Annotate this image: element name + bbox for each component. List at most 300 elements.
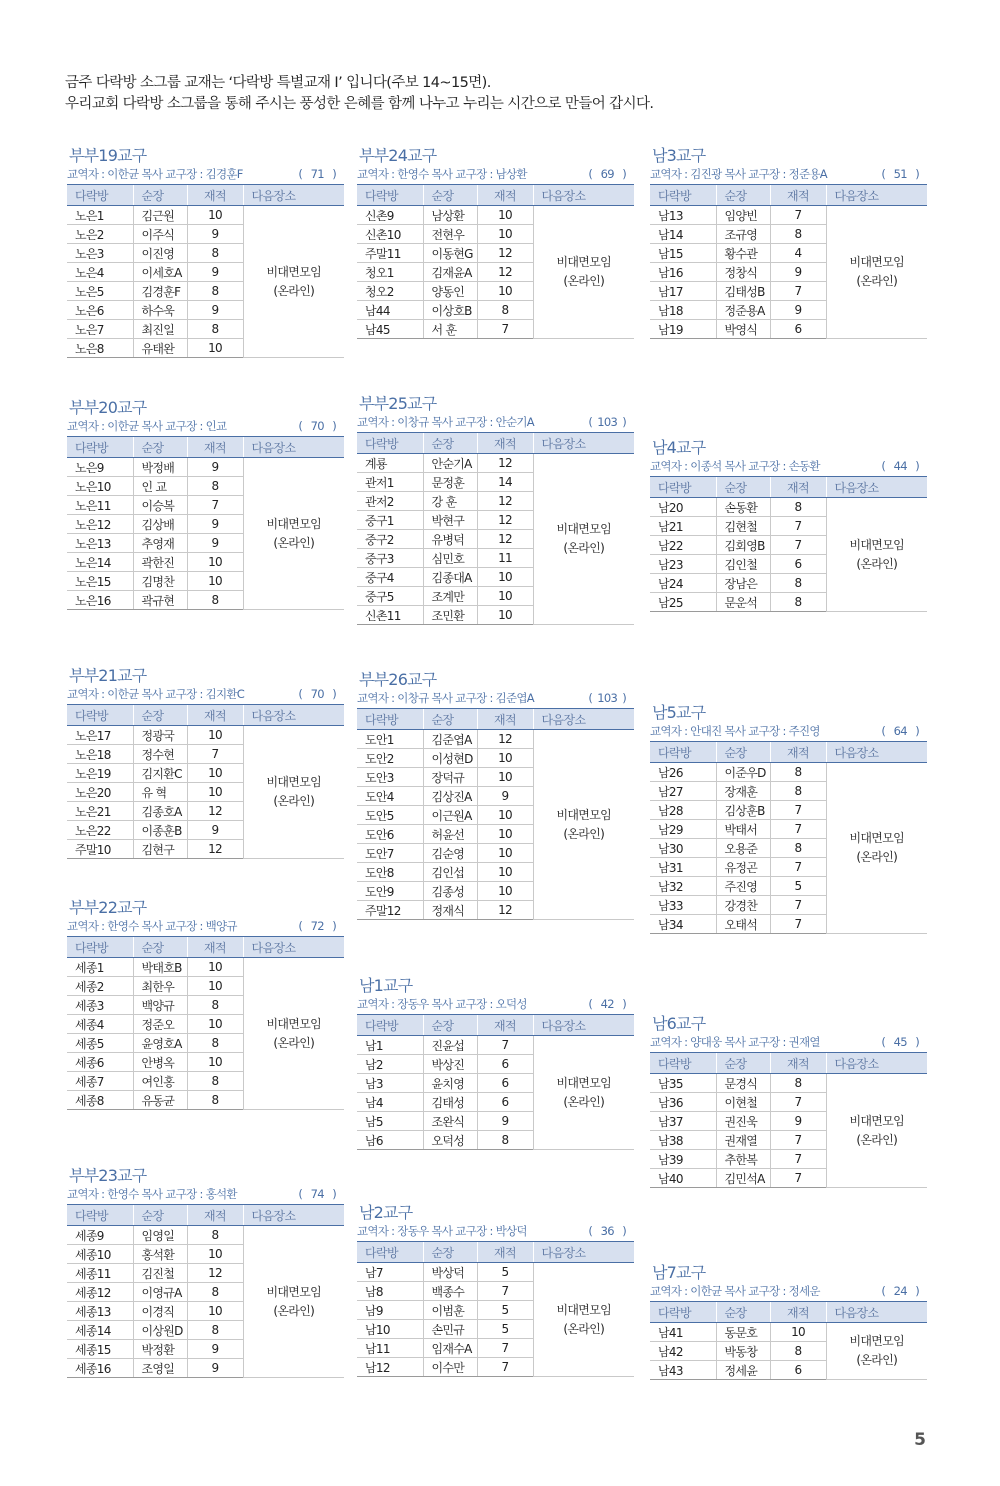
member-count: 5 <box>770 877 826 896</box>
group-name: 남21 <box>650 517 716 536</box>
col-header-count: 재적 <box>770 185 826 206</box>
group-name: 노은1 <box>67 206 133 225</box>
member-count: 7 <box>770 896 826 915</box>
leader-name: 유병덕 <box>423 530 477 549</box>
member-count: 4 <box>770 244 826 263</box>
member-count: 10 <box>477 768 533 787</box>
location-line-2: (온라인) <box>856 556 898 571</box>
member-count: 12 <box>187 1264 243 1283</box>
col-header-location: 다음장소 <box>243 705 344 726</box>
meeting-location <box>243 1226 344 1378</box>
leader-name: 최한우 <box>133 977 187 996</box>
group-name: 중구3 <box>357 549 423 568</box>
district-leaders: 교역자 : 이한균 목사 교구장 : 인교 <box>67 419 227 433</box>
member-count: 12 <box>477 511 533 530</box>
meeting-location <box>533 1263 634 1377</box>
group-name: 남23 <box>650 555 716 574</box>
member-count: 14 <box>477 473 533 492</box>
table-header-row <box>67 1205 344 1226</box>
col-header-location: 다음장소 <box>533 185 634 206</box>
member-count: 10 <box>187 572 243 591</box>
location-line-1: 비대면모임 <box>266 1016 321 1031</box>
location-line-2: (온라인) <box>563 274 605 288</box>
district-total: ( 44 ) <box>881 457 919 476</box>
leader-name: 정세윤 <box>716 1361 770 1380</box>
leader-name: 주진영 <box>716 877 770 896</box>
member-count: 9 <box>187 1340 243 1359</box>
member-count: 10 <box>187 339 243 358</box>
leader-name: 정수현 <box>133 745 187 764</box>
leader-name: 김순영 <box>423 844 477 863</box>
member-count: 9 <box>770 301 826 320</box>
location-line-1: 비대면모임 <box>556 522 611 536</box>
leader-name: 김근원 <box>133 206 187 225</box>
member-count: 8 <box>770 574 826 593</box>
leader-name: 이수만 <box>423 1358 477 1377</box>
leader-name: 오덕성 <box>423 1131 477 1150</box>
leader-name: 하수욱 <box>133 301 187 320</box>
member-count: 7 <box>477 1339 533 1358</box>
group-name: 남40 <box>650 1169 716 1188</box>
leader-name: 정창식 <box>716 263 770 282</box>
leader-name: 김경훈F <box>133 282 187 301</box>
leader-name: 손민규 <box>423 1320 477 1339</box>
member-count: 8 <box>187 244 243 263</box>
leader-name: 최진일 <box>133 320 187 339</box>
member-count: 7 <box>770 1093 826 1112</box>
group-name: 세종7 <box>67 1072 133 1091</box>
leader-name: 김종대A <box>423 568 477 587</box>
member-count: 9 <box>187 821 243 840</box>
district-total: ( 71 ) <box>298 165 336 184</box>
meeting-location <box>243 726 344 859</box>
group-name: 중구4 <box>357 568 423 587</box>
district-block <box>67 399 344 610</box>
group-name: 노은21 <box>67 802 133 821</box>
leader-name: 남상환 <box>423 206 477 225</box>
district-total: ( 70 ) <box>298 685 336 704</box>
group-name: 세종1 <box>67 958 133 977</box>
group-name: 남45 <box>357 320 423 339</box>
district-info <box>650 722 927 742</box>
intro-line-1: 금주 다락방 소그룹 교재는 ‘다락방 특별교재 I’ 입니다(주보 14~15면). <box>65 75 491 91</box>
district-total-value: 45 <box>893 1035 907 1049</box>
col-header-leader: 순장 <box>423 433 477 454</box>
group-name: 남39 <box>650 1150 716 1169</box>
member-count: 10 <box>770 1323 826 1342</box>
member-count: 8 <box>187 1283 243 1302</box>
group-name: 세종12 <box>67 1283 133 1302</box>
member-count: 7 <box>770 1150 826 1169</box>
meeting-location <box>243 206 344 358</box>
group-table <box>650 742 927 934</box>
col-header-location: 다음장소 <box>243 185 344 206</box>
group-name: 남6 <box>357 1131 423 1150</box>
district-title: 부부26교구 <box>359 670 437 689</box>
group-name: 중구1 <box>357 511 423 530</box>
member-count: 8 <box>770 1074 826 1093</box>
table-header-row <box>357 185 634 206</box>
col-header-group: 다락방 <box>67 937 133 958</box>
leader-name: 김회영B <box>716 536 770 555</box>
member-count: 9 <box>477 1112 533 1131</box>
member-count: 7 <box>477 320 533 339</box>
member-count: 9 <box>187 263 243 282</box>
table-row <box>67 206 344 225</box>
district-total: ( 51 ) <box>881 165 919 184</box>
leader-name: 이상원D <box>133 1321 187 1340</box>
location-line-1: 비대면모임 <box>849 537 904 552</box>
meeting-location <box>826 763 927 934</box>
location-line-1: 비대면모임 <box>266 264 321 279</box>
leader-name: 이성현D <box>423 749 477 768</box>
group-name: 노은10 <box>67 477 133 496</box>
member-count: 10 <box>477 282 533 301</box>
district-info <box>67 685 344 705</box>
district-title: 남4교구 <box>652 438 706 457</box>
col-header-group: 다락방 <box>650 1302 716 1323</box>
district-title: 부부23교구 <box>69 1166 147 1185</box>
group-name: 중구2 <box>357 530 423 549</box>
leader-name: 임양빈 <box>716 206 770 225</box>
district-info <box>650 1282 927 1302</box>
group-name: 도안4 <box>357 787 423 806</box>
member-count: 10 <box>187 977 243 996</box>
table-header-row <box>357 1015 634 1036</box>
group-name: 남43 <box>650 1361 716 1380</box>
group-name: 남15 <box>650 244 716 263</box>
col-header-leader: 순장 <box>133 1205 187 1226</box>
member-count: 6 <box>770 555 826 574</box>
district-leaders: 교역자 : 김진광 목사 교구장 : 정준용A <box>650 167 827 181</box>
district-block <box>67 667 344 859</box>
leader-name: 이종훈B <box>133 821 187 840</box>
member-count: 10 <box>477 587 533 606</box>
member-count: 8 <box>187 996 243 1015</box>
leader-name: 박정환 <box>133 1340 187 1359</box>
leader-name: 문경식 <box>716 1074 770 1093</box>
col-header-leader: 순장 <box>716 1053 770 1074</box>
district-leaders: 교역자 : 한영수 목사 교구장 : 백양규 <box>67 919 237 933</box>
group-name: 노은6 <box>67 301 133 320</box>
table-header-row <box>357 433 634 454</box>
group-name: 도안8 <box>357 863 423 882</box>
leader-name: 박상덕 <box>423 1263 477 1282</box>
leader-name: 오용준 <box>716 839 770 858</box>
leader-name: 이근원A <box>423 806 477 825</box>
table-row <box>67 958 344 977</box>
group-name: 남16 <box>650 263 716 282</box>
group-name: 세종9 <box>67 1226 133 1245</box>
col-header-leader: 순장 <box>423 185 477 206</box>
col-header-location: 다음장소 <box>533 1015 634 1036</box>
group-name: 남17 <box>650 282 716 301</box>
leader-name: 김태성B <box>716 282 770 301</box>
group-name: 남27 <box>650 782 716 801</box>
member-count: 12 <box>477 901 533 920</box>
group-name: 남19 <box>650 320 716 339</box>
col-header-group: 다락방 <box>650 477 716 498</box>
group-name: 노은19 <box>67 764 133 783</box>
member-count: 8 <box>187 1072 243 1091</box>
table-header-row <box>650 1302 927 1323</box>
district-total-value: 44 <box>893 459 907 473</box>
meeting-location <box>243 958 344 1110</box>
member-count: 12 <box>187 802 243 821</box>
group-name: 청오1 <box>357 263 423 282</box>
meeting-location <box>243 458 344 610</box>
intro-text <box>65 73 653 115</box>
district-info <box>650 165 927 185</box>
member-count: 9 <box>187 458 243 477</box>
member-count: 10 <box>187 1302 243 1321</box>
col-header-leader: 순장 <box>423 1015 477 1036</box>
meeting-location <box>826 498 927 612</box>
leader-name: 인 교 <box>133 477 187 496</box>
col-header-count: 재적 <box>477 1015 533 1036</box>
col-header-leader: 순장 <box>423 1242 477 1263</box>
group-table <box>357 1242 634 1377</box>
table-row <box>357 206 634 225</box>
member-count: 10 <box>477 882 533 901</box>
district-total-value: 51 <box>893 167 907 181</box>
col-header-location: 다음장소 <box>243 437 344 458</box>
col-header-count: 재적 <box>477 185 533 206</box>
leader-name: 장재훈 <box>716 782 770 801</box>
location-line-1: 비대면모임 <box>849 831 904 845</box>
member-count: 8 <box>770 839 826 858</box>
group-name: 도안6 <box>357 825 423 844</box>
leader-name: 유정곤 <box>716 858 770 877</box>
col-header-count: 재적 <box>477 1242 533 1263</box>
col-header-location: 다음장소 <box>533 1242 634 1263</box>
table-row <box>650 763 927 782</box>
col-header-group: 다락방 <box>67 705 133 726</box>
col-header-leader: 순장 <box>423 709 477 730</box>
leader-name: 유태완 <box>133 339 187 358</box>
member-count: 12 <box>477 244 533 263</box>
group-name: 청오2 <box>357 282 423 301</box>
district-leaders: 교역자 : 이한균 목사 교구장 : 김지환C <box>67 687 245 701</box>
group-name: 도안2 <box>357 749 423 768</box>
leader-name: 임영일 <box>133 1226 187 1245</box>
group-name: 도안1 <box>357 730 423 749</box>
member-count: 9 <box>477 787 533 806</box>
group-name: 도안7 <box>357 844 423 863</box>
member-count: 10 <box>477 568 533 587</box>
district-leaders: 교역자 : 장동우 목사 교구장 : 오덕성 <box>357 997 527 1011</box>
member-count: 10 <box>187 726 243 745</box>
member-count: 7 <box>770 858 826 877</box>
member-count: 8 <box>770 593 826 612</box>
group-name: 노은8 <box>67 339 133 358</box>
col-header-leader: 순장 <box>133 705 187 726</box>
district-block <box>357 395 634 625</box>
leader-name: 문정훈 <box>423 473 477 492</box>
col-header-count: 재적 <box>770 1053 826 1074</box>
member-count: 12 <box>477 530 533 549</box>
leader-name: 김상훈B <box>716 801 770 820</box>
location-line-2: (온라인) <box>856 274 898 288</box>
district-total: ( 69 ) <box>588 165 626 184</box>
location-line-2: (온라인) <box>273 535 315 550</box>
col-header-group: 다락방 <box>357 433 423 454</box>
member-count: 12 <box>477 263 533 282</box>
district-leaders: 교역자 : 이종석 목사 교구장 : 손동환 <box>650 459 820 473</box>
member-count: 12 <box>477 454 533 473</box>
meeting-location <box>826 206 927 339</box>
district-total: ( 45 ) <box>881 1033 919 1052</box>
group-name: 세종8 <box>67 1091 133 1110</box>
leader-name: 임재수A <box>423 1339 477 1358</box>
table-header-row <box>67 937 344 958</box>
group-name: 세종16 <box>67 1359 133 1378</box>
location-line-1: 비대면모임 <box>849 1113 904 1128</box>
location-line-2: (온라인) <box>273 794 315 808</box>
group-name: 남18 <box>650 301 716 320</box>
district-total-value: 70 <box>310 687 324 701</box>
group-name: 주말12 <box>357 901 423 920</box>
district-block <box>357 1204 634 1377</box>
leader-name: 백양규 <box>133 996 187 1015</box>
district-block <box>357 977 634 1150</box>
member-count: 10 <box>187 206 243 225</box>
district-total: ( 42 ) <box>588 995 626 1014</box>
location-line-1: 비대면모임 <box>849 255 904 269</box>
leader-name: 진윤섭 <box>423 1036 477 1055</box>
member-count: 9 <box>187 515 243 534</box>
district-info <box>67 165 344 185</box>
col-header-group: 다락방 <box>357 185 423 206</box>
group-name: 노은17 <box>67 726 133 745</box>
district-block <box>650 147 927 339</box>
district-total: ( 74 ) <box>298 1185 336 1204</box>
group-name: 남35 <box>650 1074 716 1093</box>
group-name: 세종3 <box>67 996 133 1015</box>
group-table <box>67 937 344 1110</box>
district-title: 부부20교구 <box>69 398 147 417</box>
table-row <box>67 1226 344 1245</box>
table-row <box>650 498 927 517</box>
col-header-count: 재적 <box>477 433 533 454</box>
location-line-2: (온라인) <box>563 1321 605 1336</box>
group-table <box>67 705 344 859</box>
leader-name: 오태석 <box>716 915 770 934</box>
district-leaders: 교역자 : 장동우 목사 교구장 : 박상덕 <box>357 1224 527 1238</box>
leader-name: 김지환C <box>133 764 187 783</box>
district-title: 부부19교구 <box>69 146 147 165</box>
group-name: 노은18 <box>67 745 133 764</box>
table-header-row <box>650 477 927 498</box>
col-header-group: 다락방 <box>650 742 716 763</box>
leader-name: 서 훈 <box>423 320 477 339</box>
group-name: 중구5 <box>357 587 423 606</box>
leader-name: 김상배 <box>133 515 187 534</box>
leader-name: 양동인 <box>423 282 477 301</box>
table-header-row <box>67 705 344 726</box>
col-header-location: 다음장소 <box>826 477 927 498</box>
table-row <box>67 726 344 745</box>
col-header-group: 다락방 <box>357 1015 423 1036</box>
member-count: 7 <box>770 820 826 839</box>
group-table <box>357 185 634 339</box>
table-row <box>357 1263 634 1282</box>
district-info <box>357 413 634 433</box>
member-count: 7 <box>187 745 243 764</box>
location-line-1: 비대면모임 <box>849 1334 904 1348</box>
leader-name: 김진철 <box>133 1264 187 1283</box>
group-name: 남9 <box>357 1301 423 1320</box>
leader-name: 장남은 <box>716 574 770 593</box>
col-header-group: 다락방 <box>67 185 133 206</box>
leader-name: 손동환 <box>716 498 770 517</box>
member-count: 9 <box>187 534 243 553</box>
col-header-count: 재적 <box>187 937 243 958</box>
group-name: 남10 <box>357 1320 423 1339</box>
leader-name: 추영재 <box>133 534 187 553</box>
member-count: 10 <box>477 206 533 225</box>
district-title: 남2교구 <box>359 1203 413 1222</box>
member-count: 7 <box>477 1358 533 1377</box>
group-name: 남28 <box>650 801 716 820</box>
group-name: 도안9 <box>357 882 423 901</box>
leader-name: 조영일 <box>133 1359 187 1378</box>
leader-name: 김현철 <box>716 517 770 536</box>
col-header-count: 재적 <box>187 705 243 726</box>
group-name: 남13 <box>650 206 716 225</box>
col-header-location: 다음장소 <box>533 433 634 454</box>
member-count: 7 <box>477 1036 533 1055</box>
location-line-2: (온라인) <box>856 850 898 864</box>
group-name: 신촌11 <box>357 606 423 625</box>
meeting-location <box>826 1074 927 1188</box>
leader-name: 김현구 <box>133 840 187 859</box>
col-header-count: 재적 <box>770 742 826 763</box>
group-name: 노은3 <box>67 244 133 263</box>
location-line-2: (온라인) <box>563 826 605 841</box>
member-count: 5 <box>477 1301 533 1320</box>
district-leaders: 교역자 : 양대웅 목사 교구장 : 권재열 <box>650 1035 820 1049</box>
group-name: 주말11 <box>357 244 423 263</box>
group-name: 노은2 <box>67 225 133 244</box>
leader-name: 이상호B <box>423 301 477 320</box>
group-name: 계룡 <box>357 454 423 473</box>
district-info <box>67 1185 344 1205</box>
leader-name: 박태서 <box>716 820 770 839</box>
table-row <box>650 1074 927 1093</box>
col-header-group: 다락방 <box>67 437 133 458</box>
group-name: 노은20 <box>67 783 133 802</box>
col-header-group: 다락방 <box>67 1205 133 1226</box>
table-header-row <box>650 1053 927 1074</box>
group-name: 남12 <box>357 1358 423 1377</box>
group-table <box>650 477 927 612</box>
member-count: 8 <box>770 225 826 244</box>
location-line-2: (온라인) <box>273 1035 315 1050</box>
group-table <box>650 1053 927 1188</box>
leader-name: 강경찬 <box>716 896 770 915</box>
table-header-row <box>357 709 634 730</box>
col-header-leader: 순장 <box>716 477 770 498</box>
col-header-leader: 순장 <box>716 1302 770 1323</box>
district-leaders: 교역자 : 이창규 목사 교구장 : 안순기A <box>357 415 534 429</box>
table-row <box>650 1323 927 1342</box>
leader-name: 김인철 <box>716 555 770 574</box>
district-info <box>357 689 634 709</box>
col-header-location: 다음장소 <box>826 742 927 763</box>
group-name: 노은14 <box>67 553 133 572</box>
district-total: ( 64 ) <box>881 722 919 741</box>
